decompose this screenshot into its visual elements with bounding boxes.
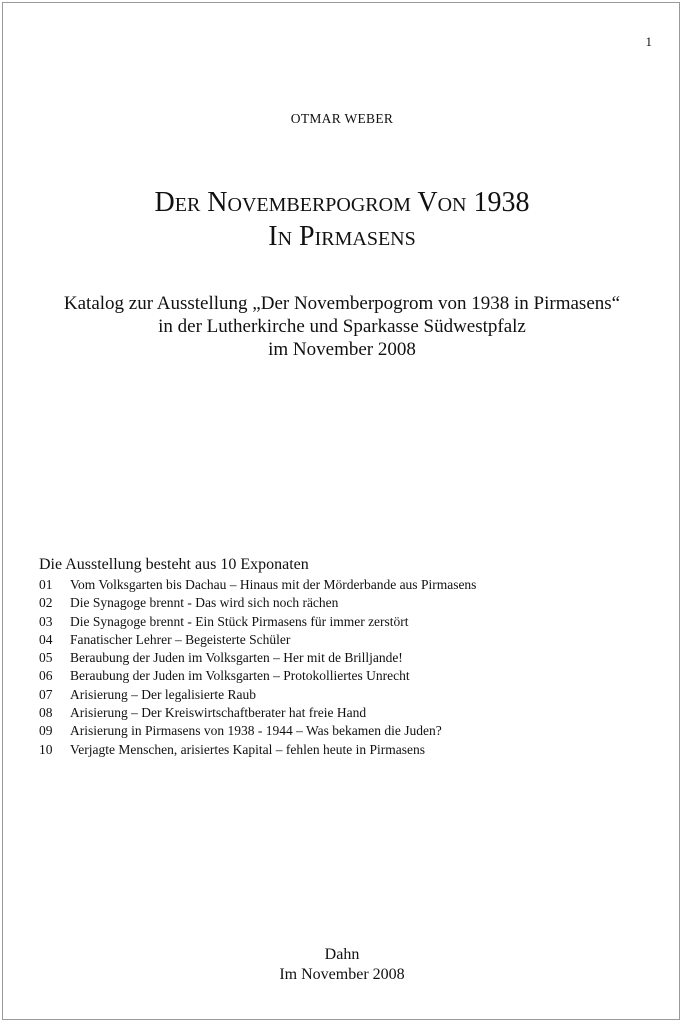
contents-heading: Die Ausstellung besteht aus 10 Exponaten	[39, 556, 309, 573]
page-number: 1	[645, 34, 652, 49]
exhibit-number: 06	[39, 668, 53, 684]
exhibit-number: 03	[39, 613, 53, 629]
exhibit-number: 04	[39, 631, 53, 647]
page-frame	[2, 2, 680, 1020]
subtitle-line-1: Katalog zur Ausstellung „Der Novemberpogrom von 1938 in Pirmasens“	[63, 293, 621, 314]
subtitle-line-2: in der Lutherkirche und Sparkasse Südwestpfalz	[158, 316, 526, 337]
exhibit-title: Beraubung der Juden im Volksgarten – Protokolliertes Unrecht	[70, 668, 410, 684]
document-title	[0, 186, 684, 254]
list-item	[39, 722, 659, 740]
exhibit-title: Arisierung – Der legalisierte Raub	[70, 686, 256, 702]
exhibit-title: Arisierung in Pirmasens von 1938 - 1944 – Was bekamen die Juden?	[70, 723, 442, 739]
list-item	[39, 686, 659, 704]
exhibit-list	[39, 576, 659, 759]
exhibit-title: Die Synagoge brennt - Das wird sich noch rächen	[70, 595, 339, 611]
list-item	[39, 576, 659, 594]
date-line: Im November 2008	[279, 966, 405, 983]
exhibit-number: 08	[39, 705, 53, 721]
list-item	[39, 704, 659, 722]
subtitle-line-3: im November 2008	[268, 339, 416, 360]
exhibit-number: 10	[39, 741, 53, 757]
list-item	[39, 594, 659, 612]
exhibit-number: 09	[39, 723, 53, 739]
exhibit-number: 05	[39, 650, 53, 666]
exhibit-number: 01	[39, 577, 53, 592]
list-item	[39, 667, 659, 685]
list-item	[39, 631, 659, 649]
exhibit-title: Verjagte Menschen, arisiertes Kapital – fehlen heute in Pirmasens	[70, 741, 426, 757]
list-item	[39, 649, 659, 667]
exhibit-contents	[39, 555, 659, 759]
place-and-date	[0, 945, 684, 985]
exhibit-title: Arisierung – Der Kreiswirtschaftberater hat freie Hand	[70, 705, 367, 721]
list-item	[39, 613, 659, 631]
exhibit-title: Die Synagoge brennt - Ein Stück Pirmasens für immer zerstört	[70, 613, 409, 629]
exhibit-number: 02	[39, 595, 53, 611]
title-line-1: Der Novemberpogrom Von 1938	[154, 187, 530, 218]
catalog-subtitle	[0, 292, 684, 361]
exhibit-number: 07	[39, 686, 53, 702]
author-name: OTMAR WEBER	[290, 111, 394, 126]
exhibit-title: Beraubung der Juden im Volksgarten – Her mit de Brilljande!	[70, 650, 403, 666]
exhibit-title: Vom Volksgarten bis Dachau – Hinaus mit der Mörderbande aus Pirmasens	[70, 577, 477, 592]
title-line-2: In Pirmasens	[268, 221, 416, 252]
exhibit-title: Fanatischer Lehrer – Begeisterte Schüler	[70, 631, 291, 647]
list-item	[39, 741, 659, 759]
place-name: Dahn	[324, 946, 360, 963]
